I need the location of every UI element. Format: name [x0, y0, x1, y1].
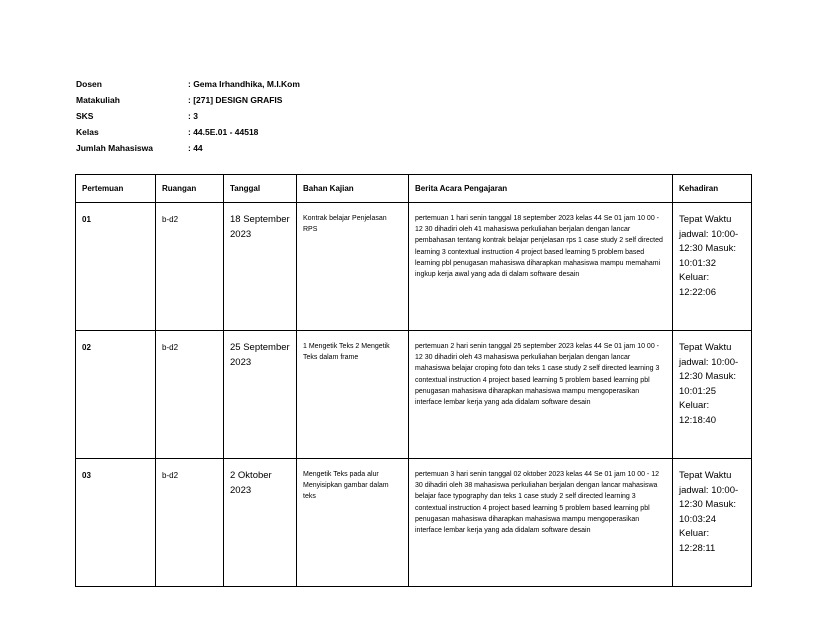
cell-ruangan: b-d2: [156, 331, 224, 459]
cell-bahan-kajian: Kontrak belajar Penjelasan RPS: [297, 203, 409, 331]
cell-bahan-kajian: 1 Mengetik Teks 2 Mengetik Teks dalam frame: [297, 331, 409, 459]
cell-tanggal: 18 September 2023: [224, 203, 297, 331]
info-value: : [271] DESIGN GRAFIS: [188, 95, 283, 105]
info-label: Jumlah Mahasiswa: [76, 143, 154, 153]
cell-berita-acara: pertemuan 2 hari senin tanggal 25 september 2023 kelas 44 Se 01 jam 10 00 - 12 30 dihadiri oleh 43 mahasiswa perkuliahan berjalan dengan lancar mahasiswa belajar croping foto dan teks 1 case study 2 self directed learning 3 contextual instruction 4 project based learning 5 problem based learning pbl penugasan mahasiswa diharapkan mahasiswa mampu mengoperasikan interface lembar kerja yang ada didalam software desain: [409, 331, 673, 459]
cell-tanggal: 25 September 2023: [224, 331, 297, 459]
info-value: : 44.5E.01 - 44518: [188, 127, 259, 137]
attendance-table: [75, 174, 752, 587]
info-label: SKS: [76, 111, 94, 121]
cell-tanggal: 2 Oktober 2023: [224, 459, 297, 587]
cell-pertemuan: 03: [76, 459, 156, 587]
info-label: Matakuliah: [76, 95, 120, 105]
cell-pertemuan: 02: [76, 331, 156, 459]
cell-berita-acara: pertemuan 1 hari senin tanggal 18 september 2023 kelas 44 Se 01 jam 10 00 - 12 30 dihadiri oleh 41 mahasiswa perkuliahan berjalan dengan lancar pembahasan tentang kontrak belajar penjelasan rps 1 case study 2 self directed learning 3 contextual instruction 4 project based learning 5 problem based learning pbl penugasan mahasiswa diharapkan mahasiswa mampu memahami ingkup kerja awal yang ada di dalam software desain: [409, 203, 673, 331]
table-row: [76, 331, 752, 459]
cell-ruangan: b-d2: [156, 203, 224, 331]
cell-kehadiran: Tepat Waktu jadwal: 10:00-12:30 Masuk: 10:03:24 Keluar: 12:28:11: [673, 459, 752, 587]
table-header-row: [76, 175, 752, 203]
header-tanggal: Tanggal: [224, 175, 297, 203]
cell-ruangan: b-d2: [156, 459, 224, 587]
table-row: [76, 203, 752, 331]
header-berita-acara: Berita Acara Pengajaran: [409, 175, 673, 203]
header-pertemuan: Pertemuan: [76, 175, 156, 203]
cell-kehadiran: Tepat Waktu jadwal: 10:00-12:30 Masuk: 10:01:32 Keluar: 12:22:06: [673, 203, 752, 331]
info-label: Kelas: [76, 127, 99, 137]
info-value: : 3: [188, 111, 198, 121]
header-kehadiran: Kehadiran: [673, 175, 752, 203]
cell-kehadiran: Tepat Waktu jadwal: 10:00-12:30 Masuk: 10:01:25 Keluar: 12:18:40: [673, 331, 752, 459]
header-ruangan: Ruangan: [156, 175, 224, 203]
cell-berita-acara: pertemuan 3 hari senin tanggal 02 oktober 2023 kelas 44 Se 01 jam 10 00 - 12 30 dihadiri oleh 38 mahasiswa perkuliahan berjalan dengan lancar mahasiswa belajar face typography dan teks 1 case study 2 self directed learning 3 contextual instruction 4 project based learning 5 problem based learning pbl penugasan mahasiswa diharapkan mahasiswa mampu mengoperasikan interface lembar kerja yang ada didalam software desain: [409, 459, 673, 587]
info-value: : Gema Irhandhika, M.I.Kom: [188, 79, 300, 89]
header-bahan-kajian: Bahan Kajian: [297, 175, 409, 203]
info-value: : 44: [188, 143, 203, 153]
cell-pertemuan: 01: [76, 203, 156, 331]
table-row: [76, 459, 752, 587]
cell-bahan-kajian: Mengetik Teks pada alur Menyisipkan gambar dalam teks: [297, 459, 409, 587]
info-label: Dosen: [76, 79, 102, 89]
